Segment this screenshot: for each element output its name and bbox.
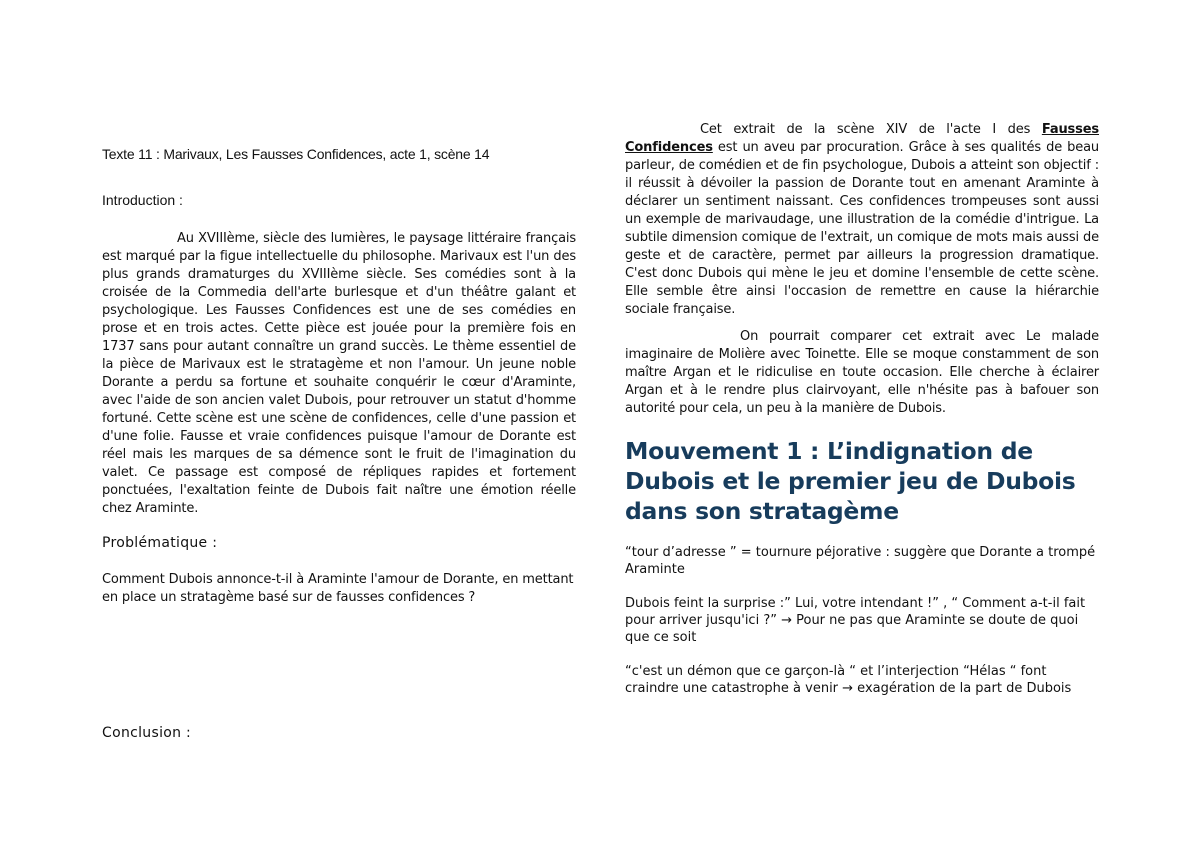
comparison-paragraph: On pourrait comparer cet extrait avec Le malade imaginaire de Molière avec Toinette. Elle se moque constamment de son maître Argan et le ridiculise en toute occasion. Elle cherche à éclairer Argan et à le rendre plus clairvoyant, elle n'hésite pas à bafouer son autorité pour cela, un peu à la manière de Dubois. (625, 329, 1099, 416)
movement-1-heading: Mouvement 1 : L’indignation de Dubois et le premier jeu de Dubois dans son stratagème (625, 437, 1076, 525)
summary-rest: est un aveu par procuration. Grâce à ses qualités de beau parleur, de comédien et de fin psychologue, Dubois a atteint son objectif : il réussit à dévoiler la passion de Dorante tout en amenant Araminte à déclarer un sentiment naissant. Ces confidences trompeuses sont aussi un exemple de marivaudage, une illustration de la comédie d'intrigue. La subtile dimension comique de l'extrait, un comique de mots mais aussi de geste et de caractère, permet par ailleurs la progression dramatique. C'est donc Dubois qui mène le jeu et domine l'ensemble de cette scène. Elle semble être ainsi l'occasion de remettre en cause la hiérarchie sociale française. (625, 140, 1099, 317)
left-column (102, 146, 576, 607)
analysis-note: “tour d’adresse ” = tournure péjorative : suggère que Dorante a trompé Araminte (625, 545, 1096, 577)
work-title-reference: Fausses Confidences (625, 122, 1099, 155)
conclusion-label: Conclusion : (102, 725, 192, 741)
summary-start: Cet extrait de la scène XIV de l'acte I des (700, 122, 1042, 137)
problematique-text: Comment Dubois annonce-t-il à Araminte l'amour de Dorante, en mettant en place un stratagème basé sur de fausses confidences ? (102, 572, 574, 605)
introduction-paragraph: Au XVIIIème, siècle des lumières, le paysage littéraire français est marqué par la figue intellectuelle du philosophe. Marivaux est l'un des plus grands dramaturges du XVIIIème siècle. Ses comédies sont à la croisée de la Commedia dell'arte burlesque et d'un théâtre galant et psychologique. Les Fausses Confidences est une de ses comédies en prose et en trois actes. Cette pièce est jouée pour la première fois en 1737 sans pour autant connaître un grand succès. Le thème essentiel de la pièce de Marivaux est le stratagème et non l'amour. Un jeune noble Dorante a perdu sa fortune et souhaite conquérir le cœur d'Araminte, avec l'aide de son ancien valet Dubois, pour retrouver un statut d'homme fortuné. Cette scène est une scène de confidences, celle d'une passion et d'une folie. Fausse et vraie confidences puisque l'amour de Dorante est réel mais les marques de sa démence sont le fruit de l'imagination du valet. Ce passage est composé de répliques rapides et fortement ponctuées, l'exaltation feinte de Dubois fait naître une émotion réelle chez Araminte. (102, 231, 576, 516)
analysis-note: “c'est un démon que ce garçon-là “ et l’interjection “Hélas “ font craindre une catastrophe à venir → exagération de la part de Dubois (625, 664, 1072, 696)
problematique-label: Problématique : (102, 535, 218, 551)
introduction-heading: Introduction : (102, 192, 183, 208)
right-column (625, 121, 1099, 714)
document-title: Texte 11 : Marivaux, Les Fausses Confidences, acte 1, scène 14 (102, 146, 490, 162)
analysis-note: Dubois feint la surprise :” Lui, votre intendant !” , “ Comment a-t-il fait pour arriver jusqu'ici ?” → Pour ne pas que Araminte se doute de quoi que ce soit (625, 596, 1086, 645)
summary-paragraph (625, 121, 1099, 319)
